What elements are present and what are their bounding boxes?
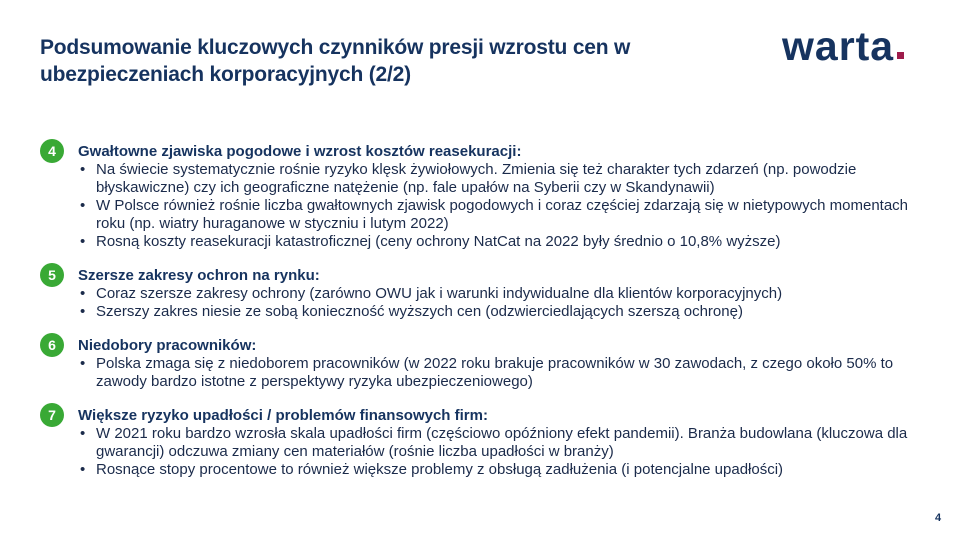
section-heading: Gwałtowne zjawiska pogodowe i wzrost kosztów reasekuracji: [78, 143, 522, 160]
section-heading: Większe ryzyko upadłości / problemów finansowych firm: [78, 407, 488, 424]
warta-logo [782, 24, 904, 68]
section-heading: Niedobory pracowników: [78, 337, 257, 354]
bullet-item: • W 2021 roku bardzo wzrosła skala upadłości firm (częściowo opóźniony efekt pandemii). Branża budowlana (kluczowa dla gwarancji) odczuwa zmiany cen materiałów (rośnie liczba upadłości w branży) [78, 425, 920, 461]
number-badge: 6 [40, 333, 64, 357]
bullet-item: • Rosnące stopy procentowe to również większe problemy z obsługą zadłużenia (i potencjalne upadłości) [78, 461, 920, 479]
page-title: Podsumowanie kluczowych czynników presji wzrostu cen w ubezpieczeniach korporacyjnych (2/2) [40, 36, 631, 86]
bullet-item: • Na świecie systematycznie rośnie ryzyko klęsk żywiołowych. Zmienia się też charakter tych zdarzeń (np. powodzie błyskawiczne) czy ich geograficzne natężenie (np. fale upałów na Syberii czy w Skandynawii) [78, 161, 920, 197]
bullet-item: • Szerszy zakres niesie ze sobą konieczność wyższych cen (odzwierciedlających szerszą ochronę) [78, 303, 920, 321]
content-area [40, 139, 920, 491]
number-badge: 4 [40, 139, 64, 163]
section-5 [40, 263, 920, 321]
logo-text: warta [782, 23, 895, 69]
section-7 [40, 403, 920, 479]
logo-dot-icon [897, 52, 904, 59]
bullet-list [78, 285, 920, 321]
bullet-list [78, 161, 920, 251]
bullet-item: • W Polsce również rośnie liczba gwałtownych zjawisk pogodowych i coraz częściej zdarzają się w nietypowych momentach roku (np. wiatry huraganowe w styczniu i lutym 2022) [78, 197, 920, 233]
bullet-item: • Rosną koszty reasekuracji katastroficznej (ceny ochrony NatCat na 2022 były średnio o 10,8% wyższe) [78, 233, 920, 251]
page-number: 4 [935, 512, 942, 524]
bullet-list [78, 355, 920, 391]
section-4 [40, 139, 920, 251]
section-6 [40, 333, 920, 391]
bullet-list [78, 425, 920, 479]
bullet-item: • Polska zmaga się z niedoborem pracowników (w 2022 roku brakuje pracowników w 30 zawodach, z czego około 50% to zawody bardzo istotne z perspektywy ryzyka ubezpieczeniowego) [78, 355, 920, 391]
bullet-item: • Coraz szersze zakresy ochrony (zarówno OWU jak i warunki indywidualne dla klientów korporacyjnych) [78, 285, 920, 303]
number-badge: 5 [40, 263, 64, 287]
number-badge: 7 [40, 403, 64, 427]
section-heading: Szersze zakresy ochron na rynku: [78, 267, 320, 284]
